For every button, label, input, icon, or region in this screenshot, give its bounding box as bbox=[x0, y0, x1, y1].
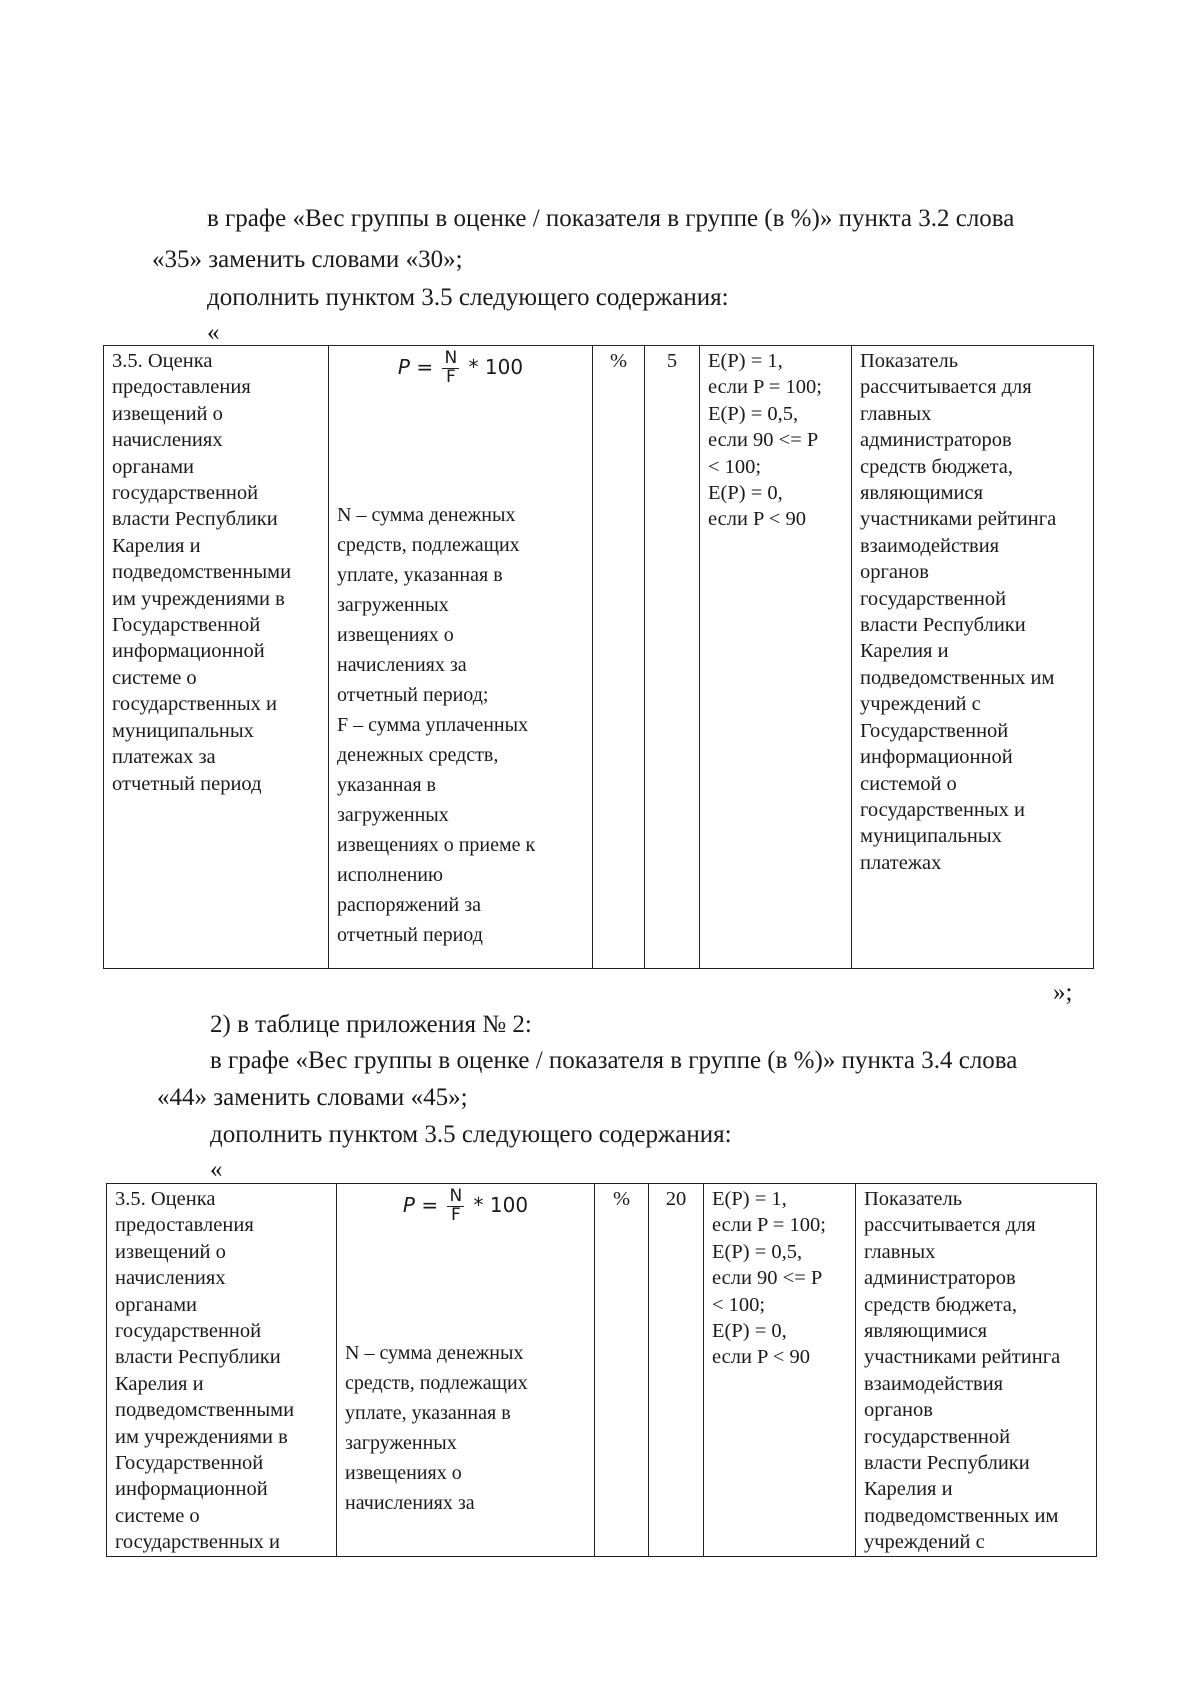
text-line: Карелия и bbox=[115, 1372, 204, 1395]
formula-cell bbox=[337, 1184, 595, 1557]
text-line: N – сумма денежных bbox=[337, 504, 516, 526]
text-line: рассчитывается для bbox=[860, 376, 1032, 399]
text-line: Государственной bbox=[860, 719, 1009, 742]
text-line: им учреждениями в bbox=[115, 1425, 288, 1448]
indicator-name-cell bbox=[107, 1184, 337, 1557]
text-line: администраторов bbox=[860, 429, 1012, 452]
text-line: Государственной bbox=[115, 1452, 264, 1475]
indicator-name-cell bbox=[104, 346, 329, 969]
text-line: участниками рейтинга bbox=[860, 508, 1057, 531]
text-line: главных bbox=[860, 402, 932, 425]
text-line: Карелия и bbox=[112, 534, 201, 557]
text-line: подведомственными bbox=[115, 1399, 295, 1422]
text-line: предоставления bbox=[112, 376, 251, 399]
text-line: F – сумма уплаченных bbox=[337, 714, 529, 736]
text-line: исполнению bbox=[337, 864, 443, 886]
table-row bbox=[104, 346, 1094, 969]
text-line: Показатель bbox=[860, 350, 959, 372]
text-line: информационной bbox=[115, 1478, 268, 1501]
text-line: начислениях за bbox=[345, 1492, 475, 1514]
text-line: отчетный период; bbox=[337, 684, 489, 706]
text-line: власти Республики bbox=[112, 508, 278, 531]
text-line: государственных и bbox=[115, 1531, 281, 1554]
weight-cell: 5 bbox=[645, 346, 700, 969]
section2-line-2: в графе «Вес группы в оценке / показателя в группе (в %)» пункта 3.4 слова bbox=[210, 1047, 1018, 1074]
section2-line-3: «44» заменить словами «45»; bbox=[157, 1084, 468, 1111]
text-line: подведомственных им bbox=[864, 1504, 1059, 1527]
text-line: начислениях bbox=[115, 1267, 226, 1290]
text-line: власти Республики bbox=[864, 1452, 1030, 1475]
text-line: власти Республики bbox=[860, 614, 1026, 637]
text-line: являющимися bbox=[860, 482, 984, 505]
text-line: информационной bbox=[112, 640, 265, 663]
text-line: извещениях о bbox=[345, 1462, 462, 1484]
text-line: учреждений с bbox=[860, 693, 981, 716]
text-line: если 90 <= P bbox=[712, 1267, 823, 1290]
text-line: 3.5. Оценка bbox=[112, 350, 213, 372]
intro-line-2: «35» заменить словами «30»; bbox=[152, 246, 463, 273]
text-line: Показатель bbox=[864, 1188, 963, 1210]
text-line: подведомственными bbox=[112, 561, 292, 584]
unit-cell: % bbox=[593, 346, 645, 969]
text-line: распоряжений за bbox=[337, 894, 481, 916]
text-line: извещений о bbox=[115, 1240, 226, 1263]
text-line: если P = 100; bbox=[712, 1214, 826, 1237]
text-line: < 100; bbox=[712, 1293, 766, 1316]
formula-cell bbox=[329, 346, 593, 969]
text-line: извещениях о приеме к bbox=[337, 834, 536, 856]
text-line: системе о bbox=[115, 1504, 200, 1527]
text-line: муниципальных bbox=[112, 719, 254, 742]
text-line: администраторов bbox=[864, 1267, 1016, 1290]
formula: P = $\frac{N}{F}$ * 100 bbox=[402, 1186, 529, 1225]
text-line: взаимодействия bbox=[864, 1372, 1004, 1395]
text-line: информационной bbox=[860, 746, 1013, 769]
text-line: государственных и bbox=[860, 798, 1026, 821]
text-line: государственной bbox=[112, 482, 259, 505]
section2-line-4: дополнить пунктом 3.5 следующего содержания: bbox=[210, 1121, 732, 1148]
text-line: государственной bbox=[860, 587, 1007, 610]
text-line: государственной bbox=[864, 1425, 1011, 1448]
text-line: E(P) = 0, bbox=[708, 482, 783, 505]
text-line: средств бюджета, bbox=[860, 455, 1014, 478]
table-row bbox=[107, 1184, 1097, 1557]
text-line: N – сумма денежных bbox=[345, 1342, 524, 1364]
text-line: средств, подлежащих bbox=[337, 534, 520, 556]
text-line: денежных средств, bbox=[337, 744, 499, 766]
text-line: Государственной bbox=[112, 614, 261, 637]
unit-cell: % bbox=[595, 1184, 649, 1557]
text-line: E(P) = 1, bbox=[708, 350, 783, 372]
text-line: E(P) = 0,5, bbox=[712, 1240, 803, 1263]
text-line: муниципальных bbox=[860, 825, 1002, 848]
note-cell bbox=[852, 346, 1094, 969]
text-line: E(P) = 1, bbox=[712, 1188, 787, 1210]
text-line: отчетный период bbox=[337, 924, 483, 946]
text-line: если P < 90 bbox=[712, 1346, 810, 1369]
section2-line-1: 2) в таблице приложения № 2: bbox=[210, 1011, 532, 1038]
text-line: E(P) = 0, bbox=[712, 1320, 787, 1343]
scale-cell bbox=[700, 346, 852, 969]
text-line: власти Республики bbox=[115, 1346, 281, 1369]
text-line: загруженных bbox=[337, 804, 449, 826]
intro-line-3: дополнить пунктом 3.5 следующего содержания: bbox=[207, 284, 729, 311]
text-line: участниками рейтинга bbox=[864, 1346, 1061, 1369]
text-line: им учреждениями в bbox=[112, 587, 285, 610]
text-line: если 90 <= P bbox=[708, 429, 819, 452]
text-line: отчетный период bbox=[112, 772, 262, 795]
text-line: системой о bbox=[860, 772, 957, 795]
text-line: являющимися bbox=[864, 1320, 988, 1343]
text-line: уплате, указанная в bbox=[337, 564, 503, 586]
text-line: если P < 90 bbox=[708, 508, 806, 531]
text-line: загруженных bbox=[337, 594, 449, 616]
text-line: платежах за bbox=[112, 746, 216, 769]
text-line: платежах bbox=[860, 851, 942, 874]
text-line: учреждений с bbox=[864, 1531, 985, 1554]
text-line: средств, подлежащих bbox=[345, 1372, 528, 1394]
text-line: < 100; bbox=[708, 455, 762, 478]
text-line: государственной bbox=[115, 1320, 262, 1343]
note-cell bbox=[856, 1184, 1097, 1557]
text-line: извещений о bbox=[112, 402, 223, 425]
text-line: средств бюджета, bbox=[864, 1293, 1018, 1316]
text-line: загруженных bbox=[345, 1432, 457, 1454]
formula: P = $\frac{N}{F}$ * 100 bbox=[397, 348, 524, 387]
text-line: предоставления bbox=[115, 1214, 254, 1237]
intro-line-1: в графе «Вес группы в оценке / показателя в группе (в %)» пункта 3.2 слова bbox=[207, 205, 1015, 232]
text-line: уплате, указанная в bbox=[345, 1402, 511, 1424]
text-line: главных bbox=[864, 1240, 936, 1263]
text-line: указанная в bbox=[337, 774, 436, 796]
open-quote-1: « bbox=[207, 319, 220, 346]
text-line: Карелия и bbox=[864, 1478, 953, 1501]
text-line: органами bbox=[112, 455, 195, 478]
text-line: E(P) = 0,5, bbox=[708, 402, 799, 425]
scale-cell bbox=[704, 1184, 856, 1557]
text-line: системе о bbox=[112, 666, 197, 689]
text-line: органов bbox=[860, 561, 929, 584]
text-line: начислениях bbox=[112, 429, 223, 452]
close-quote: »; bbox=[1053, 979, 1073, 1006]
text-line: государственных и bbox=[112, 693, 278, 716]
indicator-table-1 bbox=[103, 345, 1094, 969]
weight-cell: 20 bbox=[649, 1184, 704, 1557]
text-line: подведомственных им bbox=[860, 666, 1055, 689]
text-line: начислениях за bbox=[337, 654, 467, 676]
text-line: 3.5. Оценка bbox=[115, 1188, 216, 1210]
text-line: рассчитывается для bbox=[864, 1214, 1036, 1237]
text-line: извещениях о bbox=[337, 624, 454, 646]
text-line: органами bbox=[115, 1293, 198, 1316]
text-line: если P = 100; bbox=[708, 376, 822, 399]
text-line: Карелия и bbox=[860, 640, 949, 663]
indicator-table-2 bbox=[106, 1183, 1097, 1557]
text-line: взаимодействия bbox=[860, 534, 1000, 557]
text-line: органов bbox=[864, 1399, 933, 1422]
open-quote-2: « bbox=[210, 1156, 223, 1183]
